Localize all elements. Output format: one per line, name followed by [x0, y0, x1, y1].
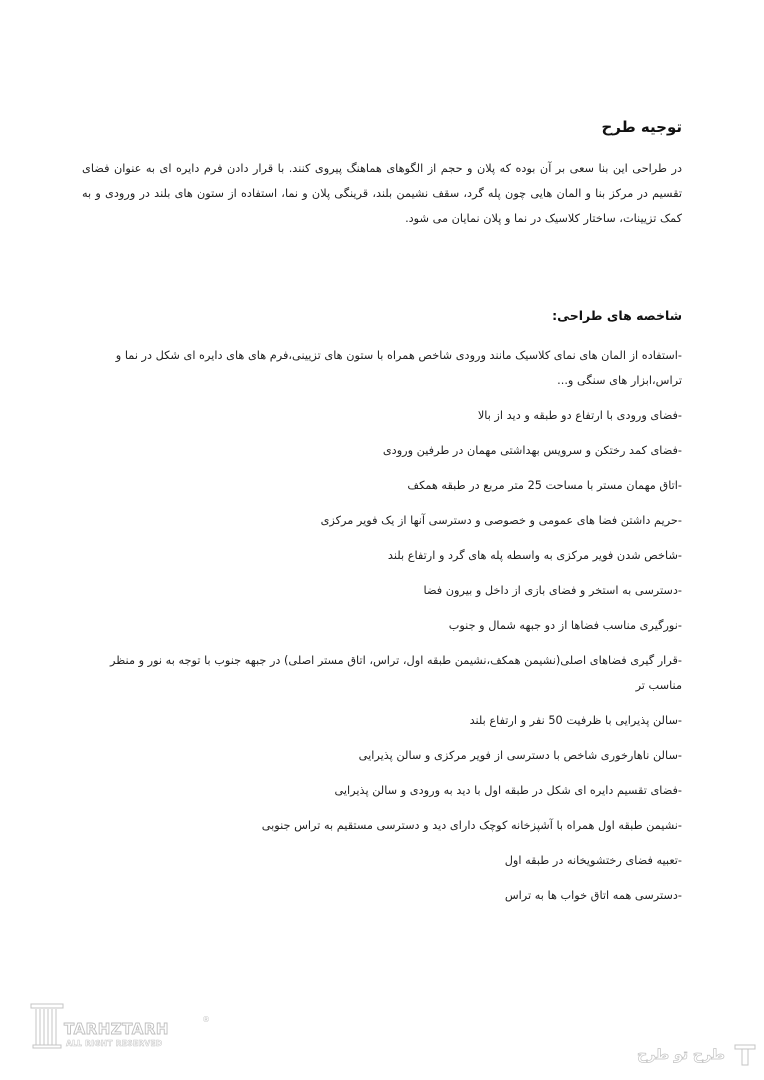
page-title: توجیه طرح [601, 118, 682, 136]
watermark-persian-text: طرح تو طرح [637, 1047, 725, 1063]
watermark-tagline: ALL RIGHT RESERVED [66, 1039, 163, 1048]
list-item: -فضای ورودی با ارتفاع دو طبقه و دید از بالا [477, 409, 682, 422]
list-item: -شاخص شدن فویر مرکزی به واسطه پله های گرد و ارتفاع بلند [387, 549, 682, 562]
list-item: -استفاده از المان های نمای کلاسیک مانند ورودی شاخص همراه با ستون های تزیینی،فرم های های دایره ای شکل در نما و تراس،ابزار های سنگی و... [115, 349, 682, 387]
watermark-logo-left [30, 1003, 210, 1053]
watermark-logo-right [637, 1044, 756, 1068]
list-item: -سالن پذیرایی با ظرفیت 50 نفر و ارتفاع بلند [469, 714, 682, 727]
column-logo-icon [30, 1003, 64, 1049]
list-item: -حریم داشتن فضا های عمومی و خصوصی و دسترسی آنها از یک فویر مرکزی [320, 514, 682, 527]
list-item: -سالن ناهارخوری شاخص با دسترسی از فویر مرکزی و سالن پذیرایی [358, 749, 682, 762]
list-item: -نشیمن طبقه اول همراه با آشپزخانه کوچک دارای دید و دسترسی مستقیم به تراس جنوبی [261, 819, 682, 832]
list-item: -فضای تقسیم دایره ای شکل در طبقه اول با دید به ورودی و سالن پذیرایی [334, 784, 682, 797]
criteria-heading: شاخصه های طراحی: [552, 308, 682, 323]
list-item: -تعبیه فضای رختشویخانه در طبقه اول [504, 854, 682, 867]
intro-paragraph: در طراحی این بنا سعی بر آن بوده که پلان و حجم از الگوهای هماهنگ پیروی کنند. با قرار دادن فرم دایره ای به عنوان فضای تقسیم در مرکز بنا و المان هایی چون پله گرد، سقف نشیمن بلند، قرینگی پلان و نما، استفاده از ستون های بلند در ورودی و به کمک تزیینات، ساختار کلاسیک در نما و پلان نمایان می شود. [82, 162, 682, 225]
registered-mark: ® [202, 1015, 210, 1024]
criteria-list [82, 343, 682, 908]
list-item: -اتاق مهمان مستر با مساحت 25 متر مربع در طبقه همکف [407, 479, 682, 492]
list-item: -نورگیری مناسب فضاها از دو جبهه شمال و جنوب [448, 619, 682, 632]
list-item: -قرار گیری فضاهای اصلی(نشیمن همکف،نشیمن طبقه اول، تراس، اتاق مستر اصلی) در جبهه جنوب با توجه به نور و منظر مناسب تر [110, 654, 682, 692]
column-logo-icon [734, 1044, 756, 1066]
watermark-brand: TARHZTARH [64, 1020, 169, 1038]
list-item: -دسترسی همه اتاق خواب ها به تراس [504, 889, 682, 902]
list-item: -فضای کمد رختکن و سرویس بهداشتی مهمان در طرفین ورودی [382, 444, 682, 457]
list-item: -دسترسی به استخر و فضای بازی از داخل و بیرون فضا [423, 584, 682, 597]
